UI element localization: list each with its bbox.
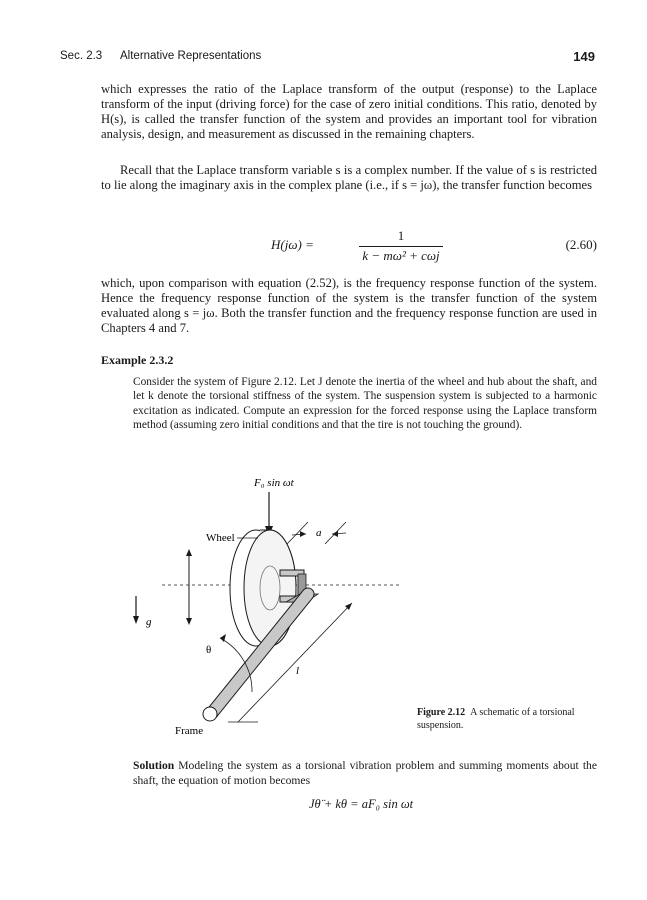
figure-caption-text: A schematic of a torsional suspension. [417,707,575,731]
shaft-end [203,707,217,721]
page-number: 149 [573,49,595,64]
example-title: Example 2.3.2 [101,353,174,367]
paragraph-2: Recall that the Laplace transform variable s is a complex number. If the value of s is restricted to lie along the imaginary axis in the complex plane (i.e., if s = jω), the transfer function becomes [101,163,597,192]
equation-fraction [359,228,443,264]
a-dimension-left [287,522,308,544]
equation-number: (2.60) [565,237,597,252]
equation-denominator: k − mω² + cωj [362,248,440,263]
solution-paragraph [133,758,597,788]
g-label: g [146,616,152,628]
example-body: Consider the system of Figure 2.12. Let J denote the inertia of the wheel and hub about the shaft, and let k denote the torsional stiffness of the system. The suspension system is subjected to a harmonic excitation as indicated. Compute an expression for the forced response using the Laplace transform method (assuming zero initial conditions and that the tire is not touching the ground). [133,376,597,432]
suspension-schematic [120,470,420,740]
header-title: Alternative Representations [120,50,262,62]
equation-numerator: 1 [397,228,405,243]
paragraph-3: which, upon comparison with equation (2.52), is the frequency response function of the system. Hence the frequency response function of the system is the transfer function of the system evaluated along s = jω. Both the transfer function and the frequency response function are used in Chapters 4 and 7. [101,276,597,335]
paragraph-1: which expresses the ratio of the Laplace transform of the output (response) to the Laplace transform of the input (driving force) for the case of zero initial conditions. This ratio, denoted by H(s), is called the transfer function of the system and provides an important tool for vibration analysis, design, and measurement as discussed in the remaining chapters. [101,82,597,141]
equation-lhs: H(jω) = [271,237,314,252]
wheel-label: Wheel [206,532,235,544]
header-section: Sec. 2.3 [60,50,103,62]
theta-label: θ [206,644,212,656]
equation-of-motion: Jθ̈ + kθ = aF₀ sin ωt [309,797,414,811]
l-label: l [296,665,300,677]
equation-2-60 [101,228,597,272]
figure-caption [417,706,602,732]
frame-label: Frame [175,725,204,737]
solution-label: Solution [133,759,175,772]
a-label: a [316,527,322,539]
fraction-bar [359,246,443,247]
figure-caption-label: Figure 2.12 [417,707,466,718]
force-label: F₀ sin ωt [254,477,294,489]
figure-2-12 [120,470,420,745]
solution-text: Modeling the system as a torsional vibration problem and summing moments about the shaft, the equation of motion becomes [133,759,597,787]
